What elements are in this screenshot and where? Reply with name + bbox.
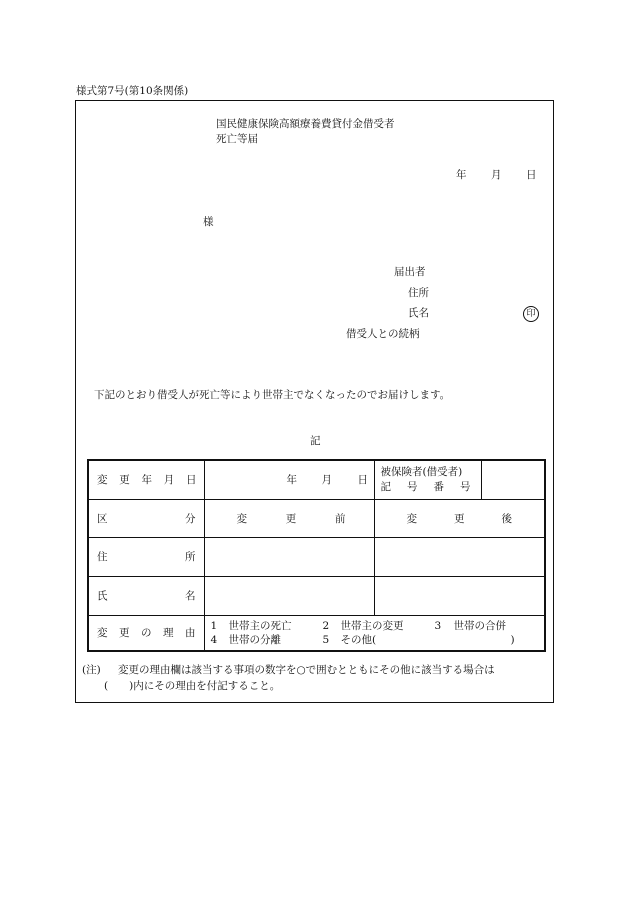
table-row — [88, 499, 545, 537]
note-line1: 変更の理由欄は該当する事項の数字を○で囲むとともにその他に該当する場合は — [118, 664, 495, 676]
applicant-name-label: 氏名 — [408, 307, 429, 319]
applicant-label: 届出者 — [394, 266, 426, 278]
addressee-suffix: 様 — [203, 216, 214, 228]
date-year-label: 年 — [456, 169, 467, 181]
reason-5-close-paren: ) — [510, 633, 515, 646]
reason-label-cell: 変 更 の 理 由 — [88, 615, 204, 651]
change-date-day-unit: 日 — [357, 474, 368, 486]
table-row — [88, 576, 545, 615]
table-row — [88, 537, 545, 576]
reason-5-number[interactable]: 5 — [322, 633, 330, 646]
note-line2: ( )内にその理由を付記すること。 — [104, 680, 281, 692]
form-title-line1: 国民健康保険高額療養費貸付金借受者 — [216, 118, 395, 130]
reason-3-label: 世帯の合併 — [453, 619, 506, 632]
insured-number-field[interactable] — [481, 460, 545, 499]
form-title-line2: 死亡等届 — [216, 133, 258, 145]
date-month-label: 月 — [491, 169, 502, 181]
address-after-field[interactable] — [374, 537, 545, 576]
reason-5-label: その他( — [340, 633, 377, 646]
reason-3-number[interactable]: 3 — [434, 619, 442, 632]
change-form-table — [87, 459, 546, 652]
insured-number-label-cell: 被保険者(借受者) 記 号 番 号 — [374, 460, 481, 499]
reason-1-number[interactable]: 1 — [210, 619, 218, 632]
reason-2-number[interactable]: 2 — [322, 619, 330, 632]
table-row — [88, 460, 545, 499]
name-before-field[interactable] — [204, 576, 374, 615]
body-text: 下記のとおり借受人が死亡等により世帯主でなくなったのでお届けします。 — [94, 389, 451, 401]
address-before-field[interactable] — [204, 537, 374, 576]
name-label-cell: 氏 名 — [88, 576, 204, 615]
category-label-cell: 区 分 — [88, 499, 204, 537]
before-change-header: 変 更 前 — [204, 499, 374, 537]
change-date-year-unit: 年 — [286, 474, 297, 486]
change-date-label-cell: 変 更 年 月 日 — [88, 460, 204, 499]
form-number: 様式第7号(第10条関係) — [76, 85, 189, 97]
name-after-field[interactable] — [374, 576, 545, 615]
reason-1-label: 世帯主の死亡 — [228, 619, 292, 632]
ki-heading: 記 — [310, 435, 321, 447]
table-row — [88, 615, 545, 651]
relation-label: 借受人との続柄 — [346, 328, 420, 340]
reason-2-label: 世帯主の変更 — [340, 619, 404, 632]
reason-4-label: 世帯の分離 — [228, 633, 281, 646]
address-label-cell: 住 所 — [88, 537, 204, 576]
change-reason-options[interactable] — [204, 615, 545, 651]
after-change-header: 変 更 後 — [374, 499, 545, 537]
change-date-month-unit: 月 — [321, 474, 332, 486]
date-day-label: 日 — [526, 169, 537, 181]
note-prefix: (注) — [82, 664, 101, 676]
applicant-address-label: 住所 — [408, 287, 429, 299]
insured-label-line1: 被保険者(借受者) — [380, 465, 463, 478]
seal-mark: 印 — [523, 306, 539, 322]
change-date-field[interactable] — [204, 460, 374, 499]
reason-4-number[interactable]: 4 — [210, 633, 218, 646]
